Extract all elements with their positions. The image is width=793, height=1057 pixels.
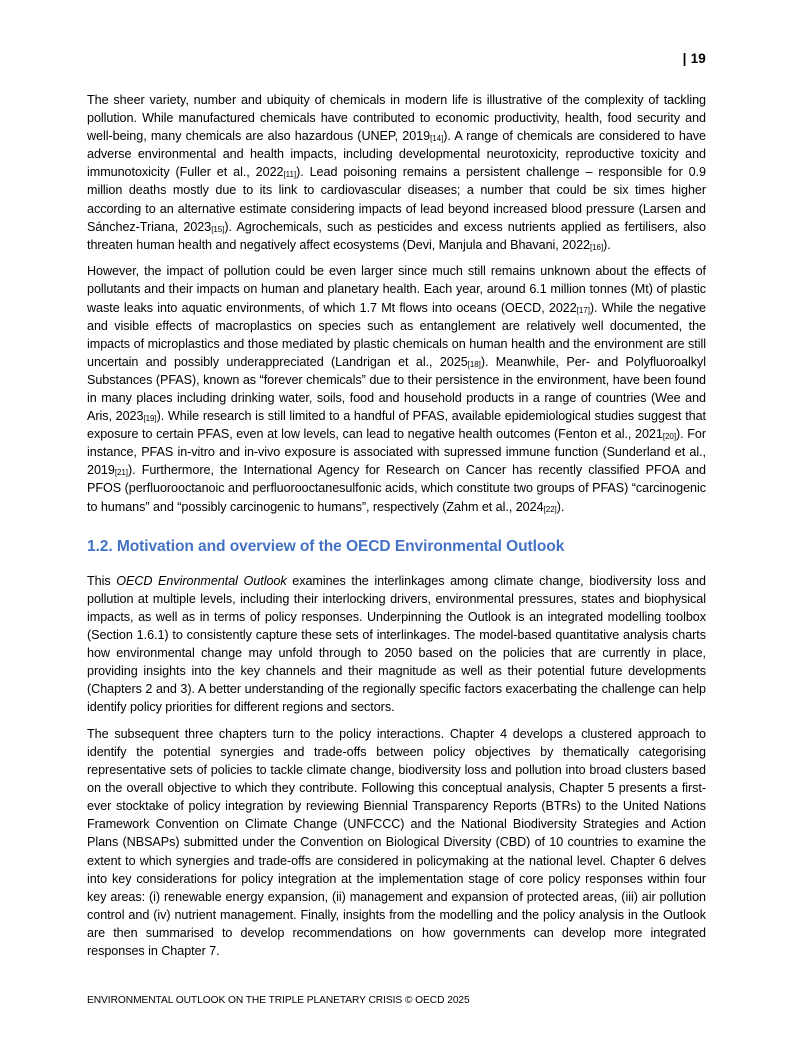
text-run: ). Agrochemicals, such as pesticides and excess nutrients applied as fertilisers, also threaten human health and negatively affect ecosystems (Devi, Manjula and Bhavani, 2022 [87, 219, 706, 252]
paragraph-chapter-summary: The subsequent three chapters turn to the policy interactions. Chapter 4 develops a clustered approach to identify the potential synergies and trade-offs between policy objectives by thematically categorising representative sets of policies to tackle climate change, biodiversity loss and pollution into broad clusters based on the overall objective to which they contribute. Following this conceptual analysis, Chapter 5 presents a first-ever stocktake of policy integration by reviewing Biennial Transparency Reports (BTRs) to the United Nations Framework Convention on Climate Change (UNFCCC) and the National Biodiversity Strategies and Action Plans (NBSAPs) submitted under the Convention on Biological Diversity (CBD) of 10 countries to examine the extent to which synergies and trade-offs are considered in policymaking at the national level. Chapter 6 delves into key considerations for policy integration at the implementation stage of core policy responses within four key areas: (i) renewable energy expansion, (ii) management and expansion of protected areas, (iii) air pollution control and (iv) nutrient management. Finally, insights from the modelling and the policy analysis in the Outlook are then summarised to develop recommendations on how governments can develop more integrated responses in Chapter 7. [87, 726, 706, 959]
paragraph-pollution-impact [87, 262, 706, 515]
reference-link[interactable]: [15] [211, 224, 225, 234]
reference-link[interactable]: [19] [143, 414, 157, 424]
text-run: ). Meanwhile, Per- and Polyfluoroalkyl Substances (PFAS), known as “forever chemicals” due to their persistence in the environment, have been found in many places including drinking water, soils, food and household products in a range of countries (Wee and Aris, 2023 [87, 354, 706, 424]
page-number: | 19 [682, 51, 706, 66]
text-run: This [87, 573, 117, 588]
reference-link[interactable]: [21] [114, 468, 128, 478]
reference-link[interactable]: [11] [283, 170, 297, 180]
paragraph-outlook-overview [87, 572, 706, 717]
text-run: ). While the negative and visible effects of macroplastics on species such as entanglement are relatively well documented, the impacts of microplastics and those mediated by plastic chemicals on human health and the environment are still uncertain and possibly underappreciated (Landrigan et al., 2025 [87, 300, 706, 369]
reference-link[interactable]: [18] [467, 359, 481, 369]
text-run: However, the impact of pollution could be even larger since much still remains unknown about the effects of pollutants and their impacts on human and planetary health. Each year, around 6.1 million tonnes (Mt) of plastic waste leaks into aquatic environments, of which 1.7 Mt flows into oceans (OECD, 2022 [87, 264, 706, 315]
text-run: ). Lead poisoning remains a persistent challenge – responsible for 0.9 million deaths mostly due to its link to cardiovascular diseases; a number that could be six times higher according to an alternative estimate considering impacts of lead beyond increased blood pressure (Larsen and Sánchez-Triana, 2023 [87, 165, 707, 234]
text-run: ). [556, 499, 565, 514]
reference-link[interactable]: [22] [543, 504, 557, 514]
page-footer: ENVIRONMENTAL OUTLOOK ON THE TRIPLE PLANETARY CRISIS © OECD 2025 [87, 995, 470, 1006]
text-run: ). A range of chemicals are considered to have adverse environmental and health impacts, including developmental neurotoxicity, reproductive toxicity and immunotoxicity (Fuller et al., 2022 [87, 129, 706, 180]
paragraph-chemicals [87, 91, 706, 254]
page-body [87, 91, 706, 969]
text-run: ). [603, 237, 611, 252]
publication-title: OECD Environmental Outlook [116, 573, 287, 588]
reference-link[interactable]: [14] [430, 134, 444, 144]
text-run: ). For instance, PFAS in-vitro and in-vivo exposure is associated with supressed immune function (Sunderland et al., 2019 [87, 427, 706, 478]
text-run: ). Furthermore, the International Agency for Research on Cancer has recently classified PFOA and PFOS (perfluorooctanoic and perfluorooctanesulfonic acids, which constitute two groups of PFAS) “carcinogenic to humans” and “possibly carcinogenic to humans”, respectively (Zahm et al., 2024 [87, 463, 706, 514]
reference-link[interactable]: [17] [576, 305, 590, 315]
text-run: ). While research is still limited to a handful of PFAS, available epidemiological studies suggest that exposure to certain PFAS, even at low levels, can lead to negative health outcomes (Fenton et al., 2021 [87, 409, 706, 442]
text-run: examines the interlinkages among climate change, biodiversity loss and pollution at multiple levels, including their interlocking drivers, environmental pressures, states and biophysical impacts, as well as in terms of policy responses. Underpinning the Outlook is an integrated modelling toolbox (Section 1.6.1) to consistently capture these sets of interlinkages. The model-based quantitative analysis charts how environmental change may unfold through to 2050 based on the policies that are currently in place, providing insights into the key channels and their magnitude as well as their potential future developments (Chapters 2 and 3). A better understanding of the regionally specific factors exacerbating the challenge can help identify policy priorities for different regions and sectors. [87, 573, 706, 715]
text-run: The sheer variety, number and ubiquity of chemicals in modern life is illustrative of the complexity of tackling pollution. While manufactured chemicals have contributed to economic productivity, health, food security and well-being, many chemicals are also hazardous (UNEP, 2019 [87, 93, 706, 144]
reference-link[interactable]: [16] [589, 242, 604, 252]
section-heading: 1.2. Motivation and overview of the OECD Environmental Outlook [87, 537, 565, 555]
reference-link[interactable]: [20] [662, 432, 676, 442]
